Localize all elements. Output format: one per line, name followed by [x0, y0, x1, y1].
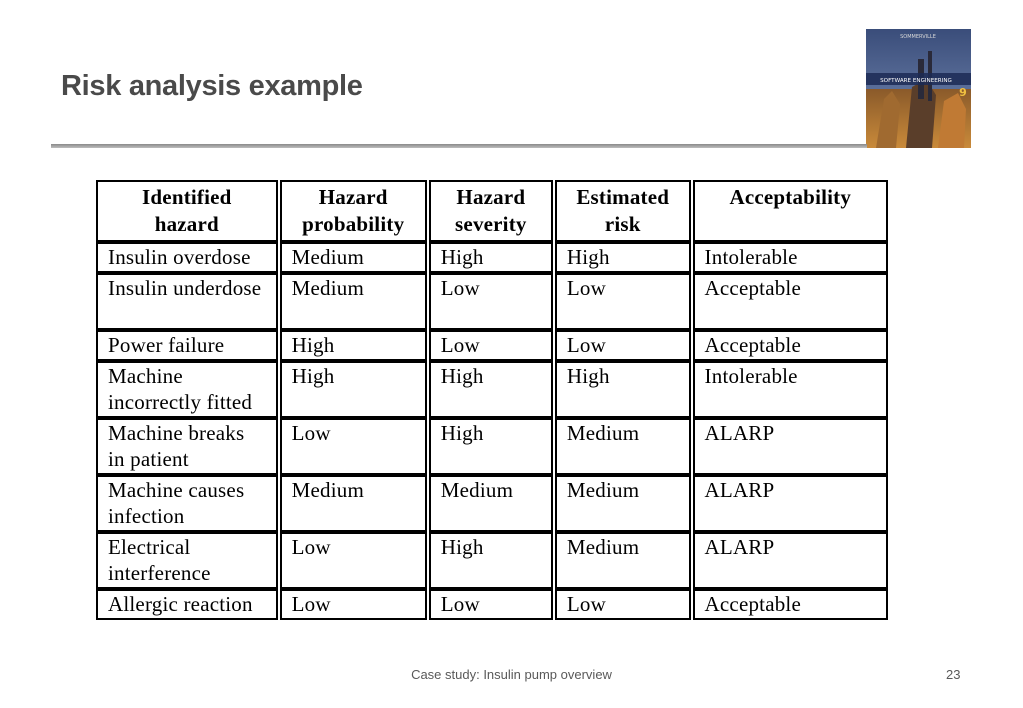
table-row [96, 589, 888, 620]
cell-acceptability: ALARP [693, 418, 888, 475]
table-row [96, 242, 888, 273]
table-row [96, 361, 888, 418]
cell-hazard: Machine breaks in patient [96, 418, 278, 475]
header-identified-hazard: Identified hazard [96, 180, 278, 242]
table-row [96, 475, 888, 532]
cell-severity: Low [429, 273, 553, 330]
cell-severity: Medium [429, 475, 553, 532]
risk-table-container [94, 180, 890, 620]
cell-severity: High [429, 361, 553, 418]
cell-hazard: Machine incorrectly fitted [96, 361, 278, 418]
header-estimated-risk: Estimated risk [555, 180, 691, 242]
cell-hazard: Power failure [96, 330, 278, 361]
cell-acceptability: Acceptable [693, 330, 888, 361]
cell-risk: High [555, 242, 691, 273]
cell-acceptability: Intolerable [693, 361, 888, 418]
cell-risk: Low [555, 589, 691, 620]
header-hazard-severity: Hazard severity [429, 180, 553, 242]
cell-hazard: Machine causes infection [96, 475, 278, 532]
cell-hazard: Insulin overdose [96, 242, 278, 273]
cell-risk: Medium [555, 418, 691, 475]
title-divider [51, 144, 867, 148]
cell-acceptability: ALARP [693, 532, 888, 589]
slide-footer: Case study: Insulin pump overview [411, 667, 612, 682]
cell-acceptability: Acceptable [693, 589, 888, 620]
cell-probability: High [280, 330, 427, 361]
header-hazard-probability: Hazard probability [280, 180, 427, 242]
cell-severity: Low [429, 330, 553, 361]
cell-risk: Low [555, 330, 691, 361]
cell-probability: Medium [280, 273, 427, 330]
table-row [96, 418, 888, 475]
cell-risk: Medium [555, 475, 691, 532]
cell-probability: Low [280, 418, 427, 475]
cell-acceptability: ALARP [693, 475, 888, 532]
cell-severity: High [429, 418, 553, 475]
page-number: 23 [946, 667, 961, 682]
cell-probability: Low [280, 589, 427, 620]
table-row [96, 330, 888, 361]
book-cover-title: SOFTWARE ENGINEERING [880, 78, 952, 84]
header-acceptability: Acceptability [693, 180, 888, 242]
table-row [96, 273, 888, 330]
cell-severity: High [429, 242, 553, 273]
book-cover-image [866, 29, 971, 148]
cell-severity: Low [429, 589, 553, 620]
book-cover-author: SOMMERVILLE [900, 34, 936, 40]
slide-title: Risk analysis example [61, 70, 363, 102]
cell-acceptability: Acceptable [693, 273, 888, 330]
cell-severity: High [429, 532, 553, 589]
cell-probability: High [280, 361, 427, 418]
cell-risk: Medium [555, 532, 691, 589]
table-header-row [96, 180, 888, 242]
risk-analysis-table [94, 180, 890, 620]
cell-hazard: Electrical interference [96, 532, 278, 589]
cell-probability: Medium [280, 475, 427, 532]
cell-acceptability: Intolerable [693, 242, 888, 273]
cell-hazard: Allergic reaction [96, 589, 278, 620]
book-cover-edition: 9 [959, 86, 967, 99]
cell-risk: High [555, 361, 691, 418]
table-row [96, 532, 888, 589]
cell-probability: Medium [280, 242, 427, 273]
cell-hazard: Insulin underdose [96, 273, 278, 330]
cell-risk: Low [555, 273, 691, 330]
cell-probability: Low [280, 532, 427, 589]
